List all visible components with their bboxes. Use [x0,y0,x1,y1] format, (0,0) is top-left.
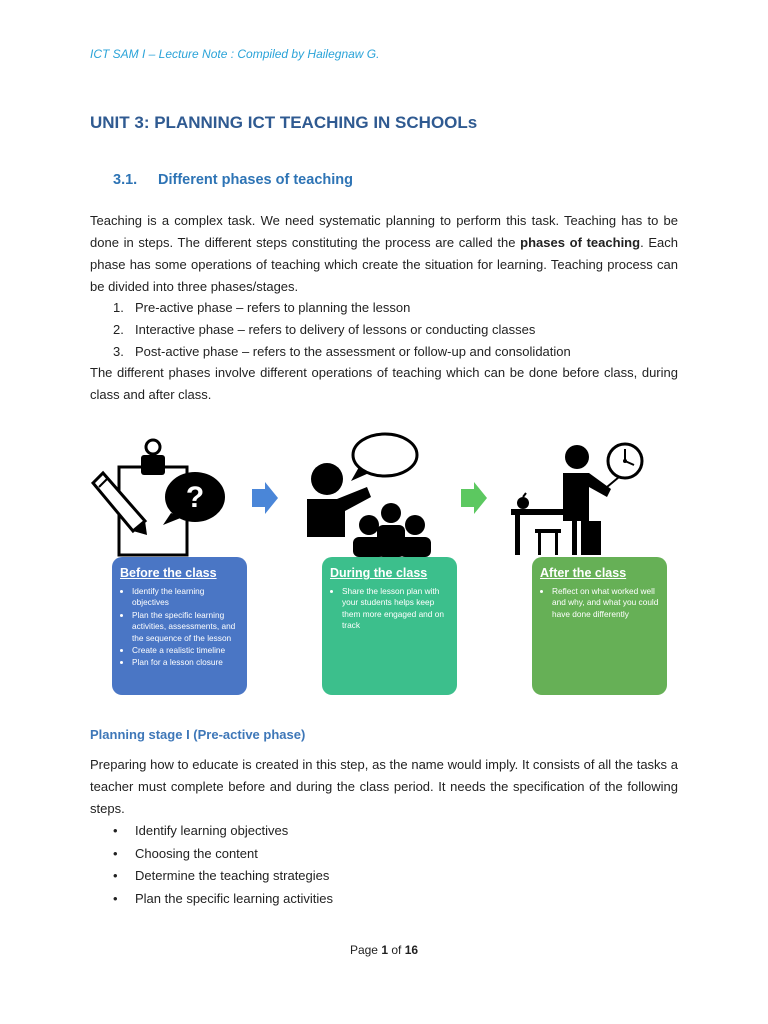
phases-list [113,297,571,363]
intro-text-before: Teaching is a complex task. We need systematic planning to perform this task. Teaching has to be done in steps. The different steps constituting the process are called the [90,213,678,250]
stage-paragraph: Preparing how to educate is created in this step, as the name would imply. It consists of all the tasks a teacher must complete before and during the class period. It needs the specification of the following steps. [90,757,678,816]
list-item: • Plan for a lesson closure [132,657,239,668]
list-item: • Plan the specific learning activities, assessments, and the sequence of the lesson [132,610,239,644]
section-title-text: Different phases of teaching [158,172,353,188]
list-item-text: Choosing the content [135,845,258,861]
card-list [120,586,239,669]
phases-summary-paragraph: The different phases involve different operations of teaching which can be done before class, during class and after class. [90,365,678,402]
list-item-text: Plan the specific learning activities [135,891,333,907]
list-item: • Share the lesson plan with your students helps keep them more engaged and on track [342,586,449,632]
before-class-card [112,557,247,695]
clock-icon [608,444,642,478]
card-title: During the class [330,566,428,580]
section-title [113,172,353,188]
list-item [113,319,571,341]
list-item [113,888,333,911]
total-pages: 16 [404,943,419,957]
list-number: 3. [113,344,124,359]
list-item [113,843,333,866]
intro-text-after: . Each phase has some operations of teaching which create the situation for learning. Teaching process can be divided into three phases/stages. [90,235,678,294]
of-label: of [391,943,402,957]
list-item: • Create a realistic timeline [132,645,239,656]
during-class-card [322,557,457,695]
teacher-students-icon [307,434,431,557]
unit-title: UNIT 3: PLANNING ICT TEACHING IN SCHOOLs [90,113,478,132]
card-title: After the class [540,566,627,580]
steps-list [113,820,333,911]
list-item [113,341,571,363]
after-class-card [532,557,667,695]
intro-bold-term: phases of teaching [520,235,641,250]
list-item-text: Post-active phase – refers to the assessment or follow-up and consolidation [135,344,571,359]
green-arrow-icon [461,482,487,514]
bullet: • [113,891,118,907]
bullet: • [113,823,118,838]
svg-text:?: ? [185,481,205,514]
blue-arrow-icon [252,482,278,514]
list-number: 1. [113,300,124,315]
figure-illustrations [85,425,685,560]
list-item [113,865,333,888]
teaching-phases-figure [85,425,685,705]
person-at-desk-icon [511,445,619,555]
page-footer [0,943,768,957]
list-item-text: Determine the teaching strategies [135,868,330,884]
list-item [113,820,333,843]
list-number: 2. [113,322,124,337]
section-number: 3.1. [113,172,138,188]
list-item [113,297,571,319]
running-header: ICT SAM I – Lecture Note : Compiled by Hailegnaw G. [90,47,380,61]
card-title: Before the class [120,566,217,580]
stage-heading: Planning stage I (Pre-active phase) [90,727,306,742]
intro-paragraph [90,210,678,298]
page-label: Page [349,943,378,957]
card-list [540,586,659,620]
current-page-number: 1 [381,943,388,957]
list-item-text: Identify learning objectives [135,823,289,838]
card-list [330,586,449,632]
list-item-text: Pre-active phase – refers to planning the lesson [135,300,411,315]
list-item-text: Interactive phase – refers to delivery of lessons or conducting classes [135,322,536,337]
bullet: • [113,845,118,861]
question-bubble-icon [163,472,225,525]
list-item: • Reflect on what worked well and why, and what you could have done differently [552,586,659,620]
bullet: • [113,868,118,884]
list-item: • Identify the learning objectives [132,586,239,609]
